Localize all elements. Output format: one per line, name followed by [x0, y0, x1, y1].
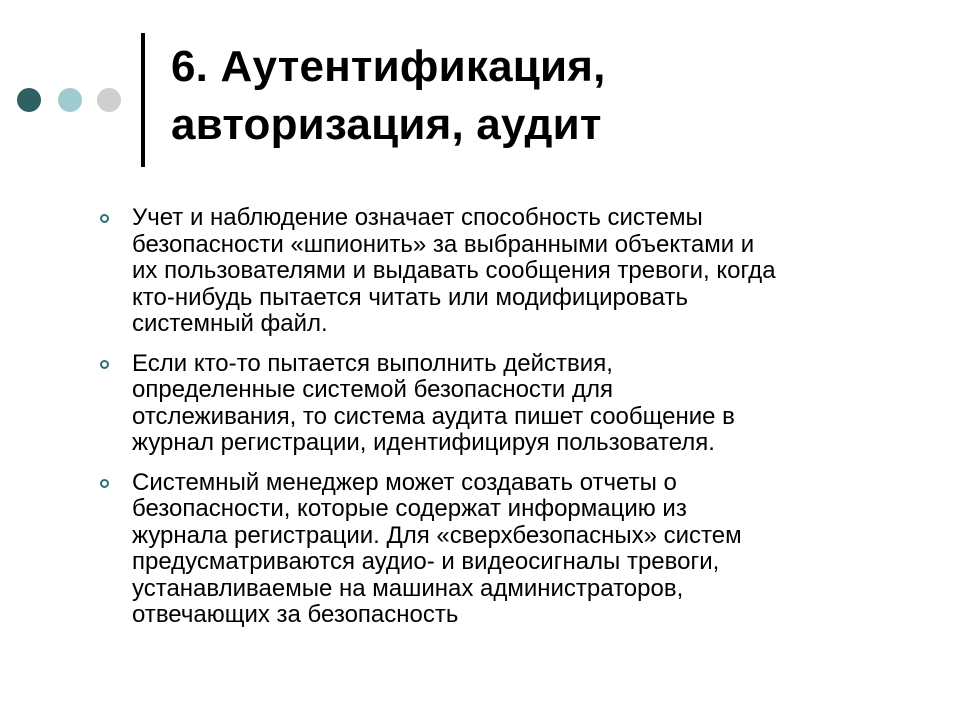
hollow-circle-bullet-icon — [100, 479, 109, 488]
slide-title — [171, 38, 931, 154]
bullet-text-line: Если кто-то пытается выполнить действия, — [132, 349, 613, 377]
bullet-text-line: безопасности «шпионить» за выбранными объектами и — [132, 230, 755, 258]
bullet-list — [98, 205, 898, 642]
bullet-text-line: отслеживания, то система аудита пишет сообщение в — [132, 402, 735, 430]
hollow-circle-bullet-icon — [100, 214, 109, 223]
bullet-text-line: предусматриваются аудио- и видеосигналы тревоги, — [132, 548, 720, 575]
bullet-text-line: журнал регистрации, идентифицируя пользователя. — [132, 429, 715, 456]
bullet-text-line: журнала регистрации. Для «сверхбезопасных» систем — [132, 521, 742, 549]
dark-teal-dot-icon — [17, 88, 41, 112]
bullet-text-line: их пользователями и выдавать сообщения тревоги, когда — [132, 257, 776, 284]
bullet-text-line: кто-нибудь пытается читать или модифицировать — [132, 283, 688, 311]
title-line-2: авторизация, аудит — [171, 100, 602, 149]
gray-dot-icon — [97, 88, 121, 112]
bullet-item-security-reports — [98, 470, 898, 629]
bullet-text-line: определенные системой безопасности для — [132, 376, 613, 403]
bullet-item-audit-logging — [98, 351, 898, 457]
bullet-text-line: системный файл. — [132, 310, 328, 337]
bullet-text-line: устанавливаемые на машинах администраторов, — [132, 574, 684, 602]
bullet-text-line: Системный менеджер может создавать отчеты о — [132, 468, 677, 496]
bullet-text-line: отвечающих за безопасность — [132, 601, 459, 628]
title-vertical-rule — [141, 33, 145, 167]
title-line-1: 6. Аутентификация, — [171, 42, 606, 91]
hollow-circle-bullet-icon — [100, 360, 109, 369]
bullet-item-audit-monitoring — [98, 205, 898, 338]
bullet-text-line: безопасности, которые содержат информацию из — [132, 495, 687, 522]
bullet-text-line: Учет и наблюдение означает способность системы — [132, 204, 703, 231]
light-teal-dot-icon — [58, 88, 82, 112]
